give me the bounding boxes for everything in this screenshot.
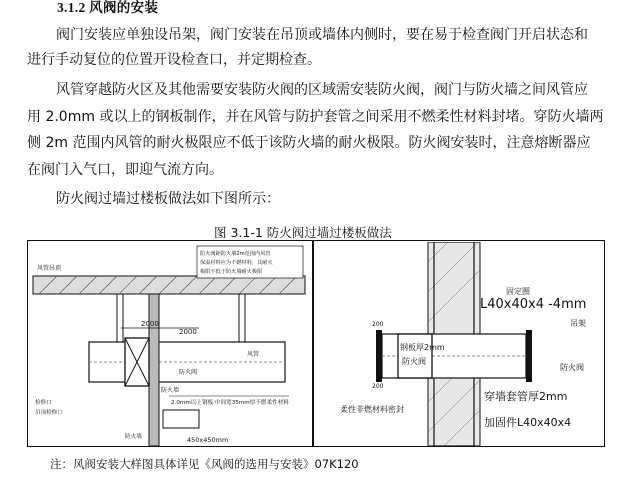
steel-plate-label: 2.0mm以上钢板 中间宽35mm厚不燃柔性材料 <box>171 400 289 406</box>
duct-label: 风管 <box>247 351 260 358</box>
damper-right-label: 防火阀 <box>560 363 584 372</box>
fire-damper-label: 防火阀 <box>179 369 198 376</box>
note-box-line-3: 极限不低于防火墙耐火极限 <box>200 269 263 275</box>
size-label: 450x450mm <box>187 436 229 444</box>
access-label-1: 检修口 <box>35 400 52 406</box>
note-box-line-1: 防火阀距防火墙2m范围内风管 <box>200 251 271 257</box>
right-drawing <box>314 242 604 446</box>
damper-inner-label: 防火阀 <box>402 357 426 366</box>
figure-caption: 图 3.1-1 防火阀过墙过楼板做法 <box>214 225 392 240</box>
angle-bottom-label: 加固件L40x40x4 <box>484 416 572 429</box>
note-box-line-2: 保温材料应为不燃材料，其耐火 <box>200 260 273 266</box>
paragraph-line: 防火阀过墙过楼板做法如下图所示： <box>56 191 280 207</box>
angle-top-label: L40x40x4 -4mm <box>480 297 587 312</box>
hanger-label: 吊架 <box>570 319 586 328</box>
dim-b-label: 200 <box>372 383 384 390</box>
paragraph-line: 在阀门入气口，即迎气流方向。 <box>27 162 223 178</box>
paragraph-line: 侧 2m 范围内风管的耐火极限应不低于该防火墙的耐火极限。防火阀安装时，注意熔断器应 <box>27 135 591 151</box>
section-heading: 3.1.2 风阀的安装 <box>57 0 159 15</box>
paragraph-line: 风管穿越防火区及其他需要安装防火阀的区域需安装防火阀，阀门与防火墙之间风管应 <box>56 82 588 98</box>
paragraph-line: 进行手动复位的位置开设检查口，并定期检查。 <box>27 52 321 68</box>
left-drawing <box>29 242 311 446</box>
paragraph-line: 用 2.0mm 或以上的钢板制作，并在风管与防护套管之间采用不燃柔性材料封堵。穿防火墙两 <box>27 109 604 125</box>
access-label-2: 吊顶检修口 <box>35 410 63 416</box>
dim-label-1: 2000 <box>141 320 159 328</box>
plate-label: 钢板厚2mm <box>400 343 445 352</box>
seal-label: 柔性非燃材料密封 <box>340 405 404 414</box>
paragraph-line: 阀门安装应单独设吊架，阀门安装在吊顶或墙体内侧时，要在易于检查阀门开启状态和 <box>56 27 588 43</box>
fixed-bracket-label: 固定圈 <box>506 287 530 296</box>
bottom-wall-label: 防火墙 <box>125 434 142 440</box>
ceiling-label: 风管吊顶 <box>37 265 62 272</box>
wall-label: 防火墙 <box>161 387 180 394</box>
dim-label-2: 2000 <box>179 328 197 336</box>
footnote: 注：风阀安装大样图具体详见《风阀的选用与安装》07K120 <box>50 457 359 471</box>
sleeve-label: 穿墙套管厚2mm <box>484 390 568 403</box>
dim-a-label: 200 <box>372 321 384 328</box>
